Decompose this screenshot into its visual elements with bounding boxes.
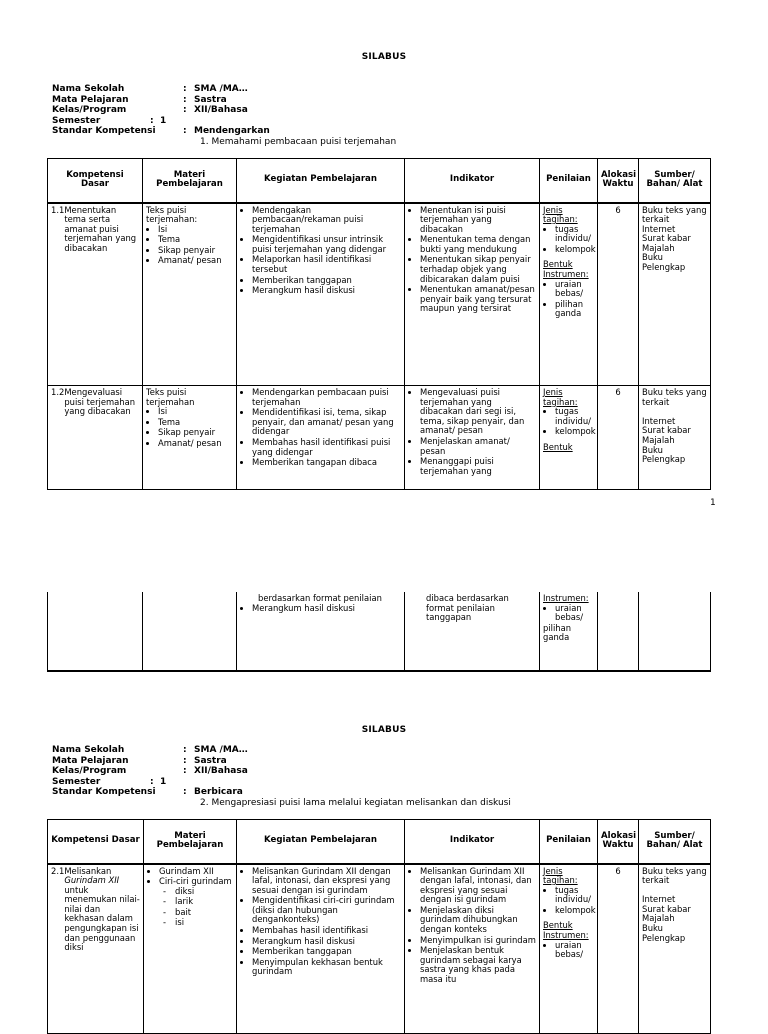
bentuk-label: Bentuk Instrumen:	[543, 920, 589, 941]
kegiatan-cell	[237, 592, 405, 671]
indikator-cell	[405, 386, 540, 490]
kd-text: Mengevaluasi puisi terjemahan yang dibacakan	[64, 387, 136, 417]
list-item: • Amanat/ pesan	[158, 439, 233, 449]
list-item: • Gurindam XII	[159, 867, 233, 877]
list-item: • uraian bebas/	[555, 280, 594, 299]
sumber-item: Buku Pelengkap	[642, 444, 686, 465]
list-item: • Melisankan Gurindam XII dengan lafal, intonasi, dan ekspresi yang sesuai dengan isi gurindam	[252, 867, 401, 896]
indikator-cell	[405, 592, 540, 671]
kegiatan-cell	[237, 203, 405, 386]
materi-cell	[143, 386, 237, 490]
bentuk-tail: pilihan ganda	[543, 622, 572, 643]
table-row	[48, 864, 711, 1034]
syllabus-table-1	[47, 158, 711, 490]
bentuk-label: Bentuk Instrumen:	[543, 259, 589, 280]
sk-value: Berbicara	[194, 787, 243, 797]
subject-value: Sastra	[194, 755, 227, 766]
list-item: • Memberikan tangapan dibaca	[252, 458, 401, 468]
kegiatan-cell	[237, 386, 405, 490]
jenis-label: Jenis tagihan:	[543, 865, 578, 886]
sk-value: Mendengarkan	[194, 126, 270, 136]
kegiatan-cell	[237, 864, 405, 1034]
kd-number: 1.1	[51, 204, 65, 215]
list-item: • Menjelaskan diksi gurindam dihubungkan dengan konteks	[420, 906, 536, 935]
sub-item: - larik	[175, 897, 233, 907]
school-value: SMA /MA…	[194, 84, 248, 94]
list-item: • Mendengarkan pembacaan puisi terjemahan	[252, 388, 401, 407]
alokasi-cell: 6	[598, 864, 639, 1034]
list-item: • Mendengakan pembacaan/rekaman puisi terjemahan	[252, 206, 401, 235]
table-row	[48, 386, 711, 490]
list-item	[159, 877, 233, 928]
list-item: • Merangkum hasil diskusi	[252, 286, 401, 296]
list-item: • Sikap penyair	[158, 428, 233, 438]
list-item: • Menentukan sikap penyair terhadap objek yang dibicarakan dalam puisi	[420, 255, 536, 284]
school-label: Nama Sekolah	[52, 84, 125, 94]
sumber-item: Majalah	[642, 913, 675, 924]
sub-item: - diksi	[175, 887, 233, 897]
sumber-item: Surat kabar	[642, 233, 691, 244]
col-sumber: Sumber/ Bahan/ Alat	[639, 159, 711, 203]
col-kegiatan: Kegiatan Pembelajaran	[237, 159, 405, 203]
subject-label: Mata Pelajaran	[52, 755, 129, 766]
kd-text-italic: Gurindam XII	[64, 875, 120, 886]
list-item: • Mengevaluasi puisi terjemahan yang dibacakan dari segi isi, tema, sikap penyair, dan amanat/ pesan	[420, 388, 536, 436]
subject-label: Mata Pelajaran	[52, 94, 129, 105]
kd-cell	[48, 386, 143, 490]
col-kompetensi-dasar: Kompetensi Dasar	[48, 159, 143, 203]
jenis-label: Jenis tagihan:	[543, 204, 578, 225]
kd-text: Menentukan tema serta amanat puisi terjemahan yang dibacakan	[64, 204, 137, 253]
alokasi-cell: 6	[598, 203, 639, 386]
sk-label: Standar Kompetensi	[52, 126, 156, 136]
kd-cell	[48, 203, 143, 386]
indikator-cont: dibaca berdasarkan format penilaian tanggapan	[426, 593, 509, 623]
bentuk-label: Bentuk	[543, 441, 573, 452]
sumber-item: Buku teks yang terkait	[642, 387, 707, 407]
class-value: XII/Bahasa	[194, 766, 248, 776]
list-item: • kelompok	[555, 427, 594, 437]
list-item: • Merangkum hasil diskusi	[252, 604, 401, 614]
materi-cell	[143, 203, 237, 386]
penilaian-cell	[540, 203, 598, 386]
kd-text-before: Melisankan	[64, 865, 112, 876]
page-title: SILABUS	[361, 52, 407, 62]
list-item: • Amanat/ pesan	[158, 256, 233, 266]
penilaian-cell	[540, 864, 598, 1034]
list-item: • Menyimpulkan isi gurindam	[420, 936, 536, 946]
kegiatan-cont: berdasarkan format penilaian	[258, 593, 382, 603]
materi-intro: Teks puisi terjemahan	[146, 387, 195, 407]
col-materi: Materi Pembelajaran	[143, 159, 237, 203]
list-item: • Isi	[158, 407, 233, 417]
list-item: • Tema	[158, 418, 233, 428]
col-alokasi: Alokasi Waktu	[598, 159, 639, 203]
semester-value: 1	[160, 115, 167, 126]
materi-cell	[144, 864, 237, 1034]
sumber-item: Buku Pelengkap	[642, 923, 686, 943]
kd-text-after: untuk menemukan nilai-nilai dan kekhasan dalam pengungkapan isi dan penggunaan diksi	[64, 884, 140, 953]
kd-number: 2.1	[51, 865, 65, 876]
list-item: • uraian bebas/	[555, 604, 594, 623]
page-number: 1	[710, 498, 716, 508]
list-item: • Isi	[158, 225, 233, 235]
list-item: • Menentukan amanat/pesan penyair baik yang tersurat maupun yang tersirat	[420, 285, 536, 314]
sumber-item: Majalah	[642, 434, 675, 445]
list-item: • tugas individu/	[555, 407, 594, 426]
syllabus-table-continuation	[47, 592, 711, 672]
col-materi: Materi Pembelajaran	[144, 820, 237, 864]
list-item: • Menjelaskan bentuk gurindam sebagai karya sastra yang khas pada masa itu	[420, 946, 536, 984]
indikator-cell	[405, 864, 540, 1034]
class-label: Kelas/Program	[52, 105, 127, 115]
list-item: • pilihan ganda	[555, 300, 594, 319]
sumber-item: Buku teks yang terkait	[642, 204, 707, 225]
list-item: • Menyimpulan kekhasan bentuk gurindam	[252, 958, 401, 977]
list-item: • Mengidentifikasi unsur intrinsik puisi terjemahan yang didengar	[252, 235, 401, 254]
list-item: • Menentukan isi puisi terjemahan yang dibacakan	[420, 206, 536, 235]
page-title: SILABUS	[361, 725, 407, 735]
penilaian-cell	[540, 592, 598, 671]
sumber-item: Internet	[642, 894, 676, 905]
sumber-cell	[639, 386, 711, 490]
list-item: • Menanggapi puisi terjemahan yang	[420, 457, 536, 476]
list-item: • Melisankan Gurindam XII dengan lafal, intonasi, dan ekspresi yang sesuai dengan isi gurindam	[420, 867, 536, 905]
list-item: • Memberikan tanggapan	[252, 276, 401, 286]
list-item: • Mengidentifikasi ciri-ciri gurindam (diksi dan hubungan dengankonteks)	[252, 896, 401, 925]
sk-detail: 1. Memahami pembacaan puisi terjemahan	[200, 136, 397, 147]
kd-text	[64, 867, 140, 953]
penilaian-cell	[540, 386, 598, 490]
jenis-label: Jenis tagihan:	[543, 387, 578, 407]
list-item-text: Ciri-ciri gurindam	[159, 876, 232, 887]
col-kompetensi-dasar: Kompetensi Dasar	[48, 820, 144, 864]
col-indikator: Indikator	[405, 159, 540, 203]
list-item: • kelompok	[555, 906, 594, 916]
subject-value: Sastra	[194, 94, 227, 105]
sub-item: - isi	[175, 918, 233, 928]
sk-label: Standar Kompetensi	[52, 787, 156, 797]
semester-label: Semester	[52, 776, 101, 787]
list-item: • Membahas hasil identifikasi	[252, 926, 401, 936]
list-item: • kelompok	[555, 245, 594, 255]
col-alokasi: Alokasi Waktu	[598, 820, 639, 864]
sumber-item: Surat kabar	[642, 425, 691, 436]
col-indikator: Indikator	[405, 820, 540, 864]
col-penilaian: Penilaian	[540, 820, 598, 864]
materi-intro: Teks puisi terjemahan:	[146, 204, 198, 225]
kd-cell	[48, 864, 144, 1034]
bentuk-cont: Instrumen:	[543, 593, 589, 603]
semester-label: Semester	[52, 115, 101, 126]
sumber-item: Buku Pelengkap	[642, 252, 686, 273]
col-penilaian: Penilaian	[540, 159, 598, 203]
list-item: • Membahas hasil identifikasi puisi yang didengar	[252, 438, 401, 457]
school-label: Nama Sekolah	[52, 745, 125, 755]
list-item: • tugas individu/	[555, 886, 594, 905]
sk-detail: 2. Mengapresiasi puisi lama melalui kegiatan melisankan dan diskusi	[200, 797, 511, 808]
list-item: • Mendidentifikasi isi, tema, sikap penyair, dan amanat/ pesan yang didengar	[252, 408, 401, 437]
list-item: • Menentukan tema dengan bukti yang mendukung	[420, 235, 536, 254]
sumber-item: Internet	[642, 223, 676, 234]
table-row	[48, 592, 711, 671]
list-item: • Sikap penyair	[158, 246, 233, 256]
indikator-cell	[405, 203, 540, 386]
sumber-item: Surat kabar	[642, 903, 691, 914]
syllabus-table-2	[47, 819, 711, 1034]
sumber-item: Majalah	[642, 242, 675, 253]
list-item: • tugas individu/	[555, 225, 594, 244]
semester-value: 1	[160, 776, 167, 787]
sumber-item: Internet	[642, 415, 676, 426]
table-row	[48, 203, 711, 386]
school-value: SMA /MA…	[194, 745, 248, 755]
sumber-cell	[639, 203, 711, 386]
alokasi-cell: 6	[598, 386, 639, 490]
list-item: • Tema	[158, 235, 233, 245]
sub-item: - bait	[175, 908, 233, 918]
sumber-item: Buku teks yang terkait	[642, 865, 707, 886]
sumber-cell	[639, 864, 711, 1034]
list-item: • Melaporkan hasil identifikasi tersebut	[252, 255, 401, 274]
col-kegiatan: Kegiatan Pembelajaran	[237, 820, 405, 864]
class-value: XII/Bahasa	[194, 105, 248, 115]
kd-number: 1.2	[51, 387, 65, 397]
list-item: • Memberikan tanggapan	[252, 947, 401, 957]
list-item: • Menjelaskan amanat/ pesan	[420, 437, 536, 456]
col-sumber: Sumber/ Bahan/ Alat	[639, 820, 711, 864]
list-item: • Merangkum hasil diskusi	[252, 937, 401, 947]
list-item: • uraian bebas/	[555, 941, 594, 960]
class-label: Kelas/Program	[52, 766, 127, 776]
